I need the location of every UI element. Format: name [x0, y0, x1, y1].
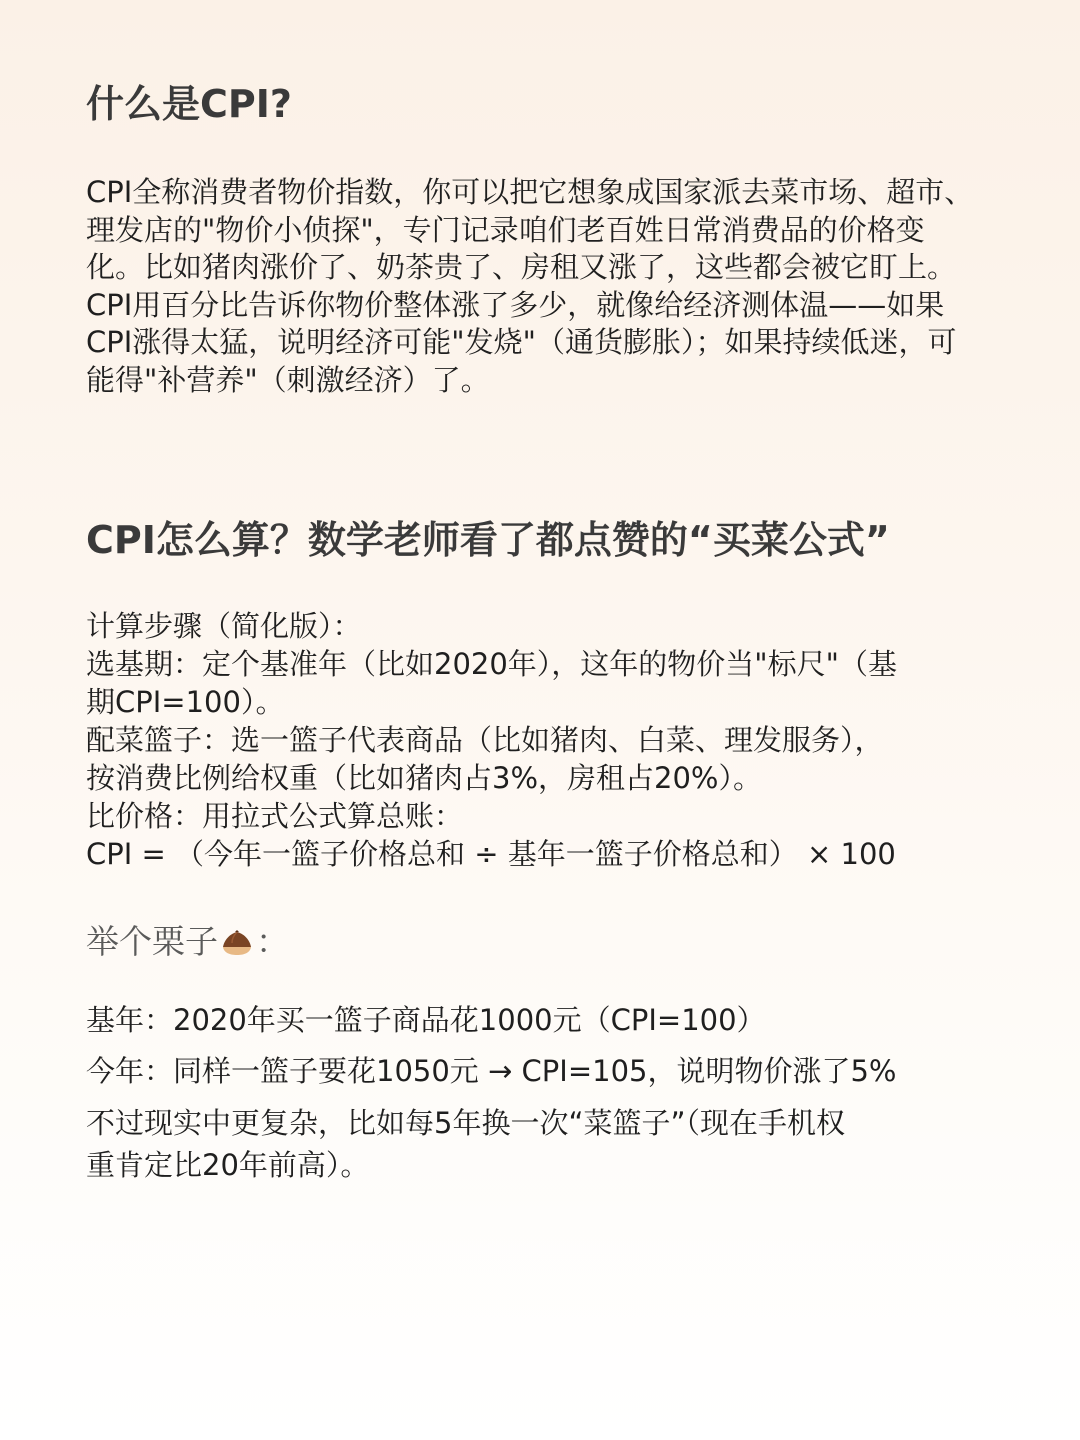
cpi-formula: CPI = （今年一篮子价格总和 ÷ 基年一篮子价格总和） × 100	[86, 837, 896, 871]
step-1-line-2: 期CPI=100）。	[86, 685, 285, 719]
step-2-line-2: 按消费比例给权重（比如猪肉占3%，房租占20%）。	[86, 761, 762, 795]
step-2-line-1: 配菜篮子：选一篮子代表商品（比如猪肉、白菜、理发服务），	[86, 723, 884, 757]
steps-title: 计算步骤（简化版）：	[86, 609, 362, 643]
example-base-year: 基年：2020年买一篮子商品花1000元（CPI=100）	[86, 1003, 766, 1037]
example-title-colon: ：	[256, 922, 289, 961]
section-title-how-to-calculate: CPI怎么算？数学老师看了都点赞的“买菜公式”	[86, 518, 890, 562]
step-3: 比价格：用拉式公式算总账：	[86, 799, 464, 833]
cpi-definition-paragraph: CPI全称消费者物价指数，你可以把它想象成国家派去菜市场、超市、理发店的"物价小侦探"，专门记录咱们老百姓日常消费品的价格变化。比如猪肉涨价了、奶茶贵了、房租又涨了，这些都会被它盯上。CPI用百分比告诉你物价整体涨了多少，就像给经济测体温——如果CPI涨得太猛，说明经济可能"发烧"（通货膨胀）；如果持续低迷，可能得"补营养"（刺激经济）了。	[86, 175, 974, 397]
example-title	[86, 920, 289, 964]
example-this-year: 今年：同样一篮子要花1050元 → CPI=105，说明物价涨了5%	[86, 1054, 897, 1088]
chestnut-icon	[220, 923, 254, 949]
example-note-line-2: 重肯定比20年前高）。	[86, 1148, 370, 1182]
example-note-line-1: 不过现实中更复杂，比如每5年换一次“菜篮子”（现在手机权	[86, 1106, 845, 1140]
example-title-text: 举个栗子	[86, 922, 218, 961]
section-title-what-is-cpi: 什么是CPI?	[86, 82, 292, 126]
step-1-line-1: 选基期：定个基准年（比如2020年），这年的物价当"标尺"（基	[86, 647, 897, 681]
